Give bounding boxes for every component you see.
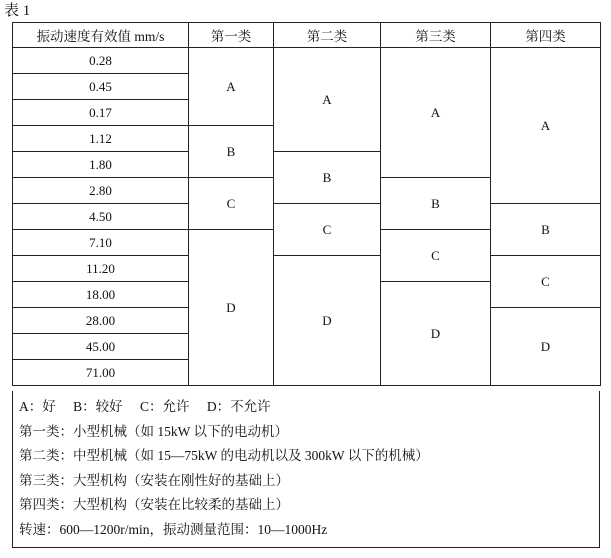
legend-item: B：较好 [73,399,123,414]
speed-cell: 1.12 [13,126,189,152]
note-class2: 第二类：中型机械（如 15—75kW 的电动机以及 300kW 以下的机械） [19,448,429,463]
legend-item: C：允许 [140,399,190,414]
note-speed: 转速：600—1200r/min，振动测量范围：10—1000Hz [19,521,328,537]
header-class1: 第一类 [189,23,274,48]
class2-grade-cell: D [274,256,381,386]
speed-cell: 18.00 [13,282,189,308]
class1-grade-cell: B [189,126,274,178]
note-class1: 第一类：小型机械（如 15kW 以下的电动机） [19,423,288,439]
note-class4: 第四类：大型机构（安装在比较柔的基础上） [19,497,289,512]
note-class3: 第三类：大型机构（安装在刚性好的基础上） [19,472,289,488]
header-class3: 第三类 [381,23,491,48]
table-row [13,256,601,282]
speed-cell: 45.00 [13,334,189,360]
speed-cell: 1.80 [13,152,189,178]
class1-grade-cell: D [189,230,274,386]
legend-item: A：好 [19,399,56,414]
header-class4: 第四类 [491,23,601,48]
speed-cell: 71.00 [13,360,189,386]
class3-grade-cell: C [381,230,491,282]
speed-cell: 0.45 [13,74,189,100]
table-row [13,204,601,230]
speed-cell: 4.50 [13,204,189,230]
vibration-table [12,22,601,386]
class2-grade-cell: A [274,48,381,152]
class1-grade-cell: A [189,48,274,126]
header-row [13,23,601,48]
legend-item: D：不允许 [206,399,271,414]
speed-cell: 7.10 [13,230,189,256]
table-row [13,48,601,74]
speed-cell: 0.17 [13,100,189,126]
class2-grade-cell: B [274,152,381,204]
class2-grade-cell: C [274,204,381,256]
speed-cell: 11.20 [13,256,189,282]
class4-grade-cell: A [491,48,601,204]
class1-grade-cell: C [189,178,274,230]
class4-grade-cell: D [491,308,601,386]
notes-section [12,391,600,548]
class3-grade-cell: B [381,178,491,230]
speed-cell: 28.00 [13,308,189,334]
speed-cell: 0.28 [13,48,189,74]
speed-cell: 2.80 [13,178,189,204]
header-class2: 第二类 [274,23,381,48]
header-speed: 振动速度有效值 mm/s [13,23,189,48]
class3-grade-cell: D [381,282,491,386]
class4-grade-cell: B [491,204,601,256]
table-caption: 表 1 [4,3,31,19]
class3-grade-cell: A [381,48,491,178]
grade-legend [19,395,599,420]
class4-grade-cell: C [491,256,601,308]
